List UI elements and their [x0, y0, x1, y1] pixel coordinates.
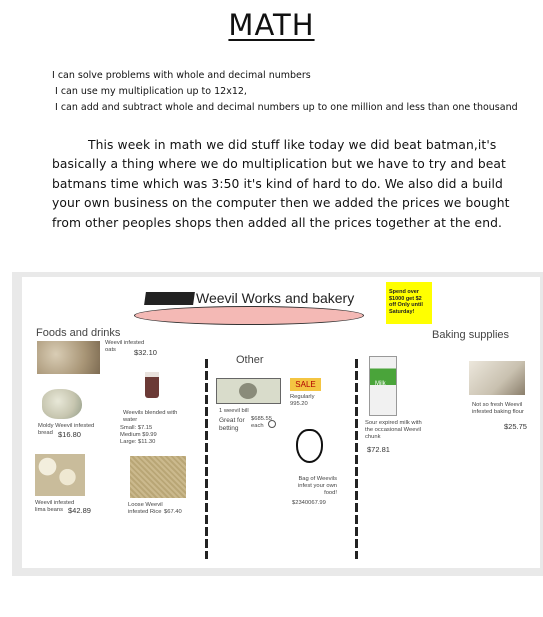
milk-name: Sour expired milk with the occasional Weevil chunk: [365, 420, 422, 440]
rice-price: $67.40: [164, 509, 182, 515]
bag-price: $2340067.99: [292, 500, 326, 506]
goal-line-2: I can use my multiplication up to 12x12,: [55, 86, 247, 97]
rice-image: [130, 456, 186, 498]
bill-circle: [268, 420, 276, 428]
beans-image: [35, 454, 85, 496]
bill-betting: Great for betting: [219, 417, 245, 432]
section-baking: Baking supplies: [432, 329, 510, 341]
flour-price: $25.75: [504, 422, 527, 431]
flour-image: [469, 361, 525, 395]
goal-line-1: I can solve problems with whole and decimal numbers: [52, 70, 311, 81]
sale-badge: SALE: [290, 378, 321, 391]
divider-right: [355, 359, 358, 559]
bread-name: Moldy Weevil infested bread: [38, 423, 95, 436]
blended-large: Large: $11.30: [120, 439, 156, 445]
promo-sticky: Spend over $1000 get $2 off Only until Saturday!: [386, 282, 432, 324]
milk-image: [369, 356, 397, 416]
lima-price: $42.89: [68, 506, 91, 515]
bill-name: 1 weevil bill: [219, 408, 249, 414]
divider-left: [205, 359, 208, 559]
drink-image: [145, 372, 159, 398]
sale-regular-price: 995.20: [290, 401, 308, 407]
poster-board: [22, 277, 540, 568]
bag-name: Bag of Weevils infest your own food!: [298, 476, 337, 496]
milk-carton-label: Milk: [375, 381, 386, 387]
lima-name: Weevil infested lima beans: [35, 500, 75, 513]
blended-medium: Medium $9.99: [120, 432, 157, 438]
bill-portrait: [239, 383, 257, 399]
bag-image: [296, 429, 323, 463]
bill-image: [216, 378, 281, 404]
oats-price: $32.10: [134, 348, 157, 357]
oats-name: Weevil infested oats: [105, 340, 145, 353]
rice-name: Loose Weevil infested Rice: [128, 502, 163, 515]
bill-price: $685.55: [251, 416, 272, 422]
blended-small: Small: $7.15: [120, 425, 153, 431]
title-ellipse: [134, 306, 364, 325]
section-other: Other: [236, 354, 264, 366]
poster-title: Weevil Works and bakery: [196, 290, 355, 306]
milk-price: $72.81: [367, 445, 390, 454]
goal-line-3: I can add and subtract whole and decimal numbers up to one million and less than one thousand: [55, 102, 518, 113]
oats-image: [37, 341, 100, 374]
blended-name: Weevils blended with water: [123, 410, 178, 423]
bill-each: each: [251, 423, 264, 429]
reflection-paragraph: This week in math we did stuff like today we did beat batman,it's basically a thing where we do multiplication but we have to try and beat batmans time which was 3:50 it's kind of hard to do. We also did a build your own business on the computer then we added the prices we bought from other peoples shops then added all the prices together at the end.: [52, 138, 510, 230]
scribble-mark: [144, 292, 195, 305]
flour-name: Not so fresh Weevil infested baking flour: [472, 402, 524, 415]
bread-price: $16.80: [58, 430, 81, 439]
sale-regular: Regularly: [290, 394, 315, 400]
page-title: MATH: [228, 8, 315, 42]
section-food: Foods and drinks: [36, 327, 121, 339]
bread-image: [42, 389, 82, 419]
